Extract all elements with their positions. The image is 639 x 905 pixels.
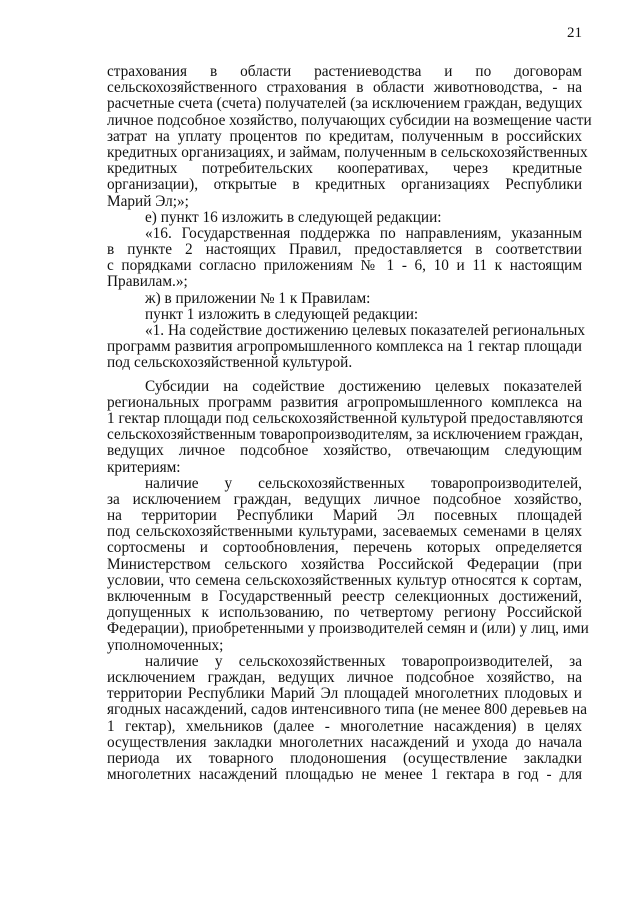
text-line: ягодных насаждений, садов интенсивного типа (не менее 800 деревьев на — [107, 701, 588, 719]
text-line: наличие у сельскохозяйственных товаропроизводителей, — [145, 474, 582, 492]
text-line: 1 гектар), хмельников (далее - многолетние насаждения) в целях — [107, 717, 582, 735]
text-line: наличие у сельскохозяйственных товаропроизводителей, за — [145, 652, 582, 670]
text-line: Марий Эл;»; — [107, 192, 189, 210]
page-number: 21 — [567, 25, 582, 41]
text-line: многолетних насаждений площадью не менее 1 гектара в год - для — [107, 766, 582, 784]
text-line: Министерством сельского хозяйства Российской Федерации (при — [107, 555, 582, 573]
text-line: 1 гектар площади под сельскохозяйственной культурой предоставляются — [107, 409, 583, 427]
text-line: Федерации), приобретенными у производителей семян и (или) у лиц, ими — [107, 620, 589, 638]
text-line: допущенных к использованию, по четвертому региону Российской — [107, 604, 582, 622]
text-line: включенным в Государственный реестр селекционных достижений, — [107, 588, 582, 605]
text-line: в пункте 2 настоящих Правил, предоставляется в соответствии — [107, 241, 582, 259]
text-line: страхования в области растениеводства и по договорам — [107, 63, 582, 80]
text-line: ж) в приложении № 1 к Правилам: — [145, 289, 371, 307]
text-line: е) пункт 16 изложить в следующей редакции: — [145, 208, 442, 226]
text-line: уполномоченных; — [107, 636, 224, 654]
text-line: кредитных потребительских кооперативах, через кредитные — [107, 160, 582, 178]
text-line: личное подсобное хозяйство, получающих субсидии на возмещение части — [107, 111, 592, 129]
text-line: критериям: — [107, 458, 181, 476]
text-line: Субсидии на содействие достижению целевых показателей — [145, 377, 582, 395]
text-line: «1. На содействие достижению целевых показателей региональных — [145, 322, 586, 339]
text-line: затрат на уплату процентов по кредитам, полученным в российских — [107, 127, 582, 145]
text-line: ведущих личное подсобное хозяйство, отвечающим следующим — [107, 442, 582, 460]
text-line: Правилам.»; — [107, 273, 188, 291]
text-line: сортосмены и сортообновления, перечень которых определяется — [107, 539, 582, 557]
text-line: сельскохозяйственного страхования в области животноводства, - на — [107, 79, 582, 97]
text-line: кредитных организациях, и займам, полученным в сельскохозяйственных — [107, 143, 588, 161]
text-line: осуществления закладки многолетних насаждений и ухода до начала — [107, 733, 582, 751]
document-body — [107, 63, 592, 784]
text-line: под сельскохозяйственными культурами, засеваемых семенами в целях — [107, 523, 582, 541]
text-line: за исключением граждан, ведущих личное подсобное хозяйство, — [107, 490, 582, 508]
text-line: территории Республики Марий Эл площадей многолетних плодовых и — [107, 685, 582, 703]
text-line: программ развития агропромышленного комплекса на 1 гектар площади — [107, 338, 582, 356]
text-line: на территории Республики Марий Эл посевных площадей — [107, 507, 582, 525]
text-line: региональных программ развития агропромышленного комплекса на — [107, 393, 582, 411]
text-line: условии, что семена сельскохозяйственных культур относятся к сортам, — [107, 571, 582, 589]
text-line: под сельскохозяйственной культурой. — [107, 354, 353, 372]
text-line: «16. Государственная поддержка по направлениям, указанным — [145, 224, 582, 242]
text-line: пункт 1 изложить в следующей редакции: — [145, 305, 419, 323]
text-line: расчетные счета (счета) получателей (за исключением граждан, ведущих — [107, 95, 583, 113]
text-line: исключением граждан, ведущих личное подсобное хозяйство, на — [107, 668, 582, 686]
text-line: сельскохозяйственным товаропроизводителям, за исключением граждан, — [107, 426, 583, 444]
text-line: периода их товарного плодоношения (осуществление закладки — [107, 749, 582, 767]
text-line: с порядками согласно приложениям № 1 - 6, 10 и 11 к настоящим — [107, 257, 582, 275]
text-line: организации), открытые в кредитных организациях Республики — [107, 176, 582, 194]
